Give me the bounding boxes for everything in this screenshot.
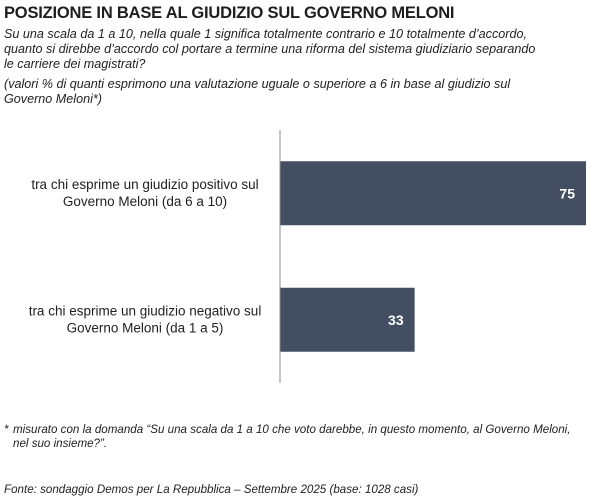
category-label-2: tra chi esprime un giudizio negativo sul Governo Meloni (da 1 a 5) [28,303,262,336]
footnote-text: misurato con la domanda “Su una scala da 1 a 10 che voto darebbe, in questo momento, al Governo Meloni, nel suo insieme?”. [13,423,571,450]
bar-1 [280,161,586,225]
source-note: Fonte: sondaggio Demos per La Repubblica – Settembre 2025 (base: 1028 casi) [4,483,419,496]
category-labels-group [29,177,262,336]
value-label-1: 75 [559,185,575,202]
category-label-1: tra chi esprime un giudizio positivo sul Governo Meloni (da 6 a 10) [31,176,259,209]
chart-title: POSIZIONE IN BASE AL GIUDIZIO SUL GOVERNO MELONI [4,4,455,22]
bars-group [280,161,586,352]
footnote [4,423,584,451]
chart-subtitle: Su una scala da 1 a 10, nella quale 1 significa totalmente contrario e 10 totalmente d’accordo, quanto si direbbe d’accordo col portare a termine una riforma del sistema giudiziario separando le carriere dei magistrati? [4,27,536,71]
value-label-2: 33 [388,311,404,328]
chart-note: (valori % di quanti esprimono una valutazione uguale o superiore a 6 in base al giudizio sul Governo Meloni*) [4,77,511,106]
footnote-marker: * [4,423,9,436]
